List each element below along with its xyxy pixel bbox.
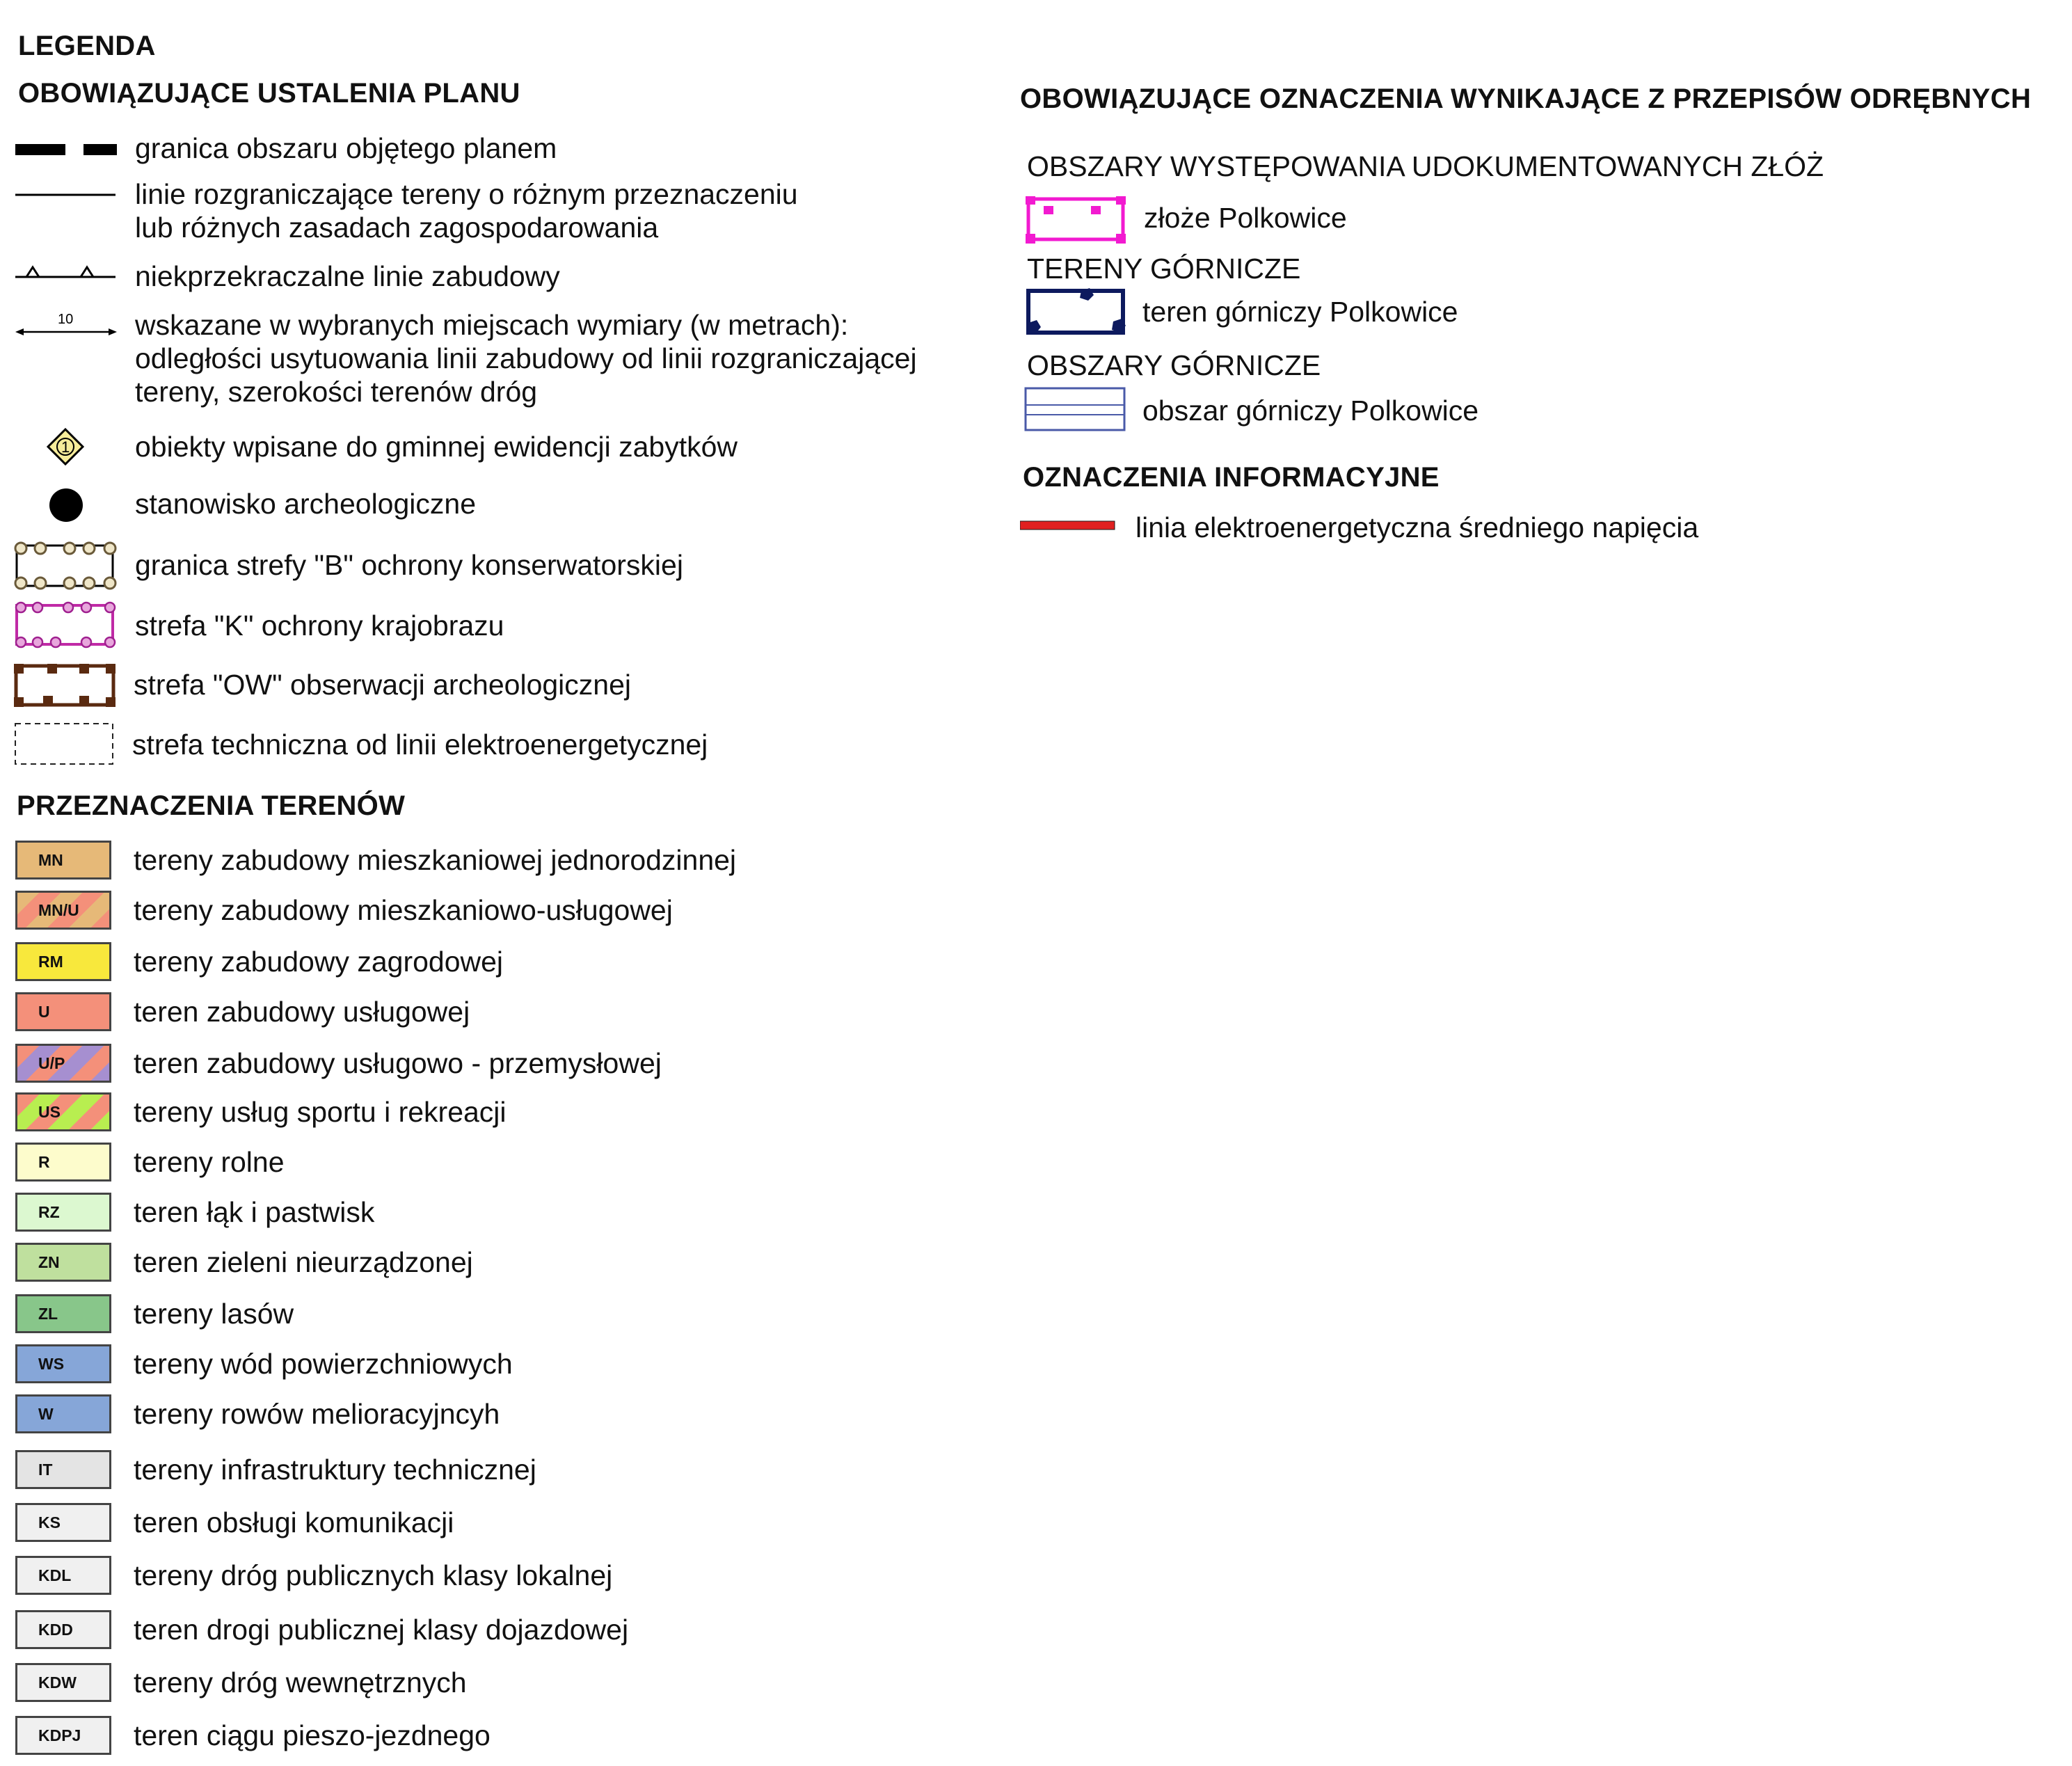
plan-item-zone-ow: strefa "OW" obserwacji archeologicznej [134,669,631,701]
land-use-label: teren zabudowy usługowej [134,996,470,1028]
section-land-heading: PRZEZNACZENIA TERENÓW [17,790,406,821]
land-use-swatch [15,1663,111,1702]
plan-item-archaeology: stanowisko archeologiczne [135,488,476,520]
plan-item-lines-2: lub różnych zasadach zagospodarowania [135,212,659,244]
land-use-code: U/P [38,1053,65,1072]
info-heading: OZNACZENIA INFORMACYJNE [1023,462,1440,493]
land-use-label: tereny usług sportu i rekreacji [134,1096,507,1128]
legend-title: LEGENDA [18,31,156,61]
land-use-code: MN [38,850,63,869]
section-other-heading: OBOWIĄZUJĄCE OZNACZENIA WYNIKAJĄCE Z PRZEPISÓW ODRĘBNYCH [1020,83,2032,114]
land-use-label: tereny rolne [134,1146,285,1178]
diamond-monument-icon [46,427,85,466]
land-use-swatch [15,1193,111,1232]
land-use-label: tereny zabudowy zagrodowej [134,946,504,978]
monument-number: 1 [61,438,70,456]
land-use-code: KS [38,1513,61,1532]
land-use-swatch [15,1044,111,1083]
zone-k-icon [13,600,117,650]
plan-item-monument: obiekty wpisane do gminnej ewidencji zabytków [135,431,738,463]
land-use-swatch [15,1556,111,1595]
land-use-code: U [38,1002,50,1021]
section-plan-heading: OBOWIĄZUJĄCE USTALENIA PLANU [18,78,520,109]
mining-terrain-icon [1026,288,1127,337]
thin-line-icon [14,191,118,198]
land-use-swatch [15,891,111,930]
plan-item-dimension-1: wskazane w wybranych miejscach wymiary (w metrach): [135,309,849,341]
land-use-label: tereny rowów melioracyjncyh [134,1398,500,1430]
land-use-swatch [15,1394,111,1433]
land-use-code: ZN [38,1252,60,1271]
power-line-label: linia elektroenergetyczna średniego napięcia [1135,511,1699,543]
land-use-swatch [15,1294,111,1333]
plan-item-building-line: niekprzekraczalne linie zabudowy [135,260,560,292]
land-use-label: tereny infrastruktury technicznej [134,1454,536,1486]
plan-item-zone-b: granica strefy "B" ochrony konserwatorskiej [135,549,683,581]
land-use-code: WS [38,1354,65,1373]
plan-item-technical-zone: strefa techniczna od linii elektroenergetycznej [132,729,708,761]
land-use-code: R [38,1152,50,1171]
land-use-code: KDW [38,1673,77,1692]
land-use-swatch [15,1450,111,1489]
dimension-label: 10 [58,312,74,327]
mining-area-label: obszar górniczy Polkowice [1142,395,1479,427]
deposits-heading: OBSZARY WYSTĘPOWANIA UDOKUMENTOWANYCH ZŁÓŻ [1027,150,1824,182]
land-use-label: tereny dróg wewnętrznych [134,1666,467,1699]
land-use-label: teren obsługi komunikacji [134,1506,454,1538]
mining-terrain-heading: TERENY GÓRNICZE [1027,253,1301,285]
black-dot-icon [48,487,84,523]
zone-ow-icon [13,662,117,708]
land-use-code: US [38,1102,61,1121]
land-use-swatch [15,1610,111,1649]
land-use-swatch [15,1143,111,1182]
plan-item-lines-1: linie rozgraniczające tereny o różnym przeznaczeniu [135,178,798,210]
land-use-code: RM [38,952,63,971]
land-use-label: tereny lasów [134,1298,294,1330]
plan-item-dimension-3: tereny, szerokości terenów dróg [135,376,538,408]
plan-item-boundary: granica obszaru objętego planem [135,132,557,164]
land-use-swatch [15,1716,111,1755]
land-use-label: teren ciągu pieszo-jezdnego [134,1719,491,1751]
deposit-label: złoże Polkowice [1144,202,1347,234]
land-use-label: tereny dróg publicznych klasy lokalnej [134,1559,613,1591]
land-use-code: W [38,1404,54,1423]
land-use-swatch [15,942,111,981]
land-use-code: ZL [38,1304,58,1323]
land-use-swatch [15,1092,111,1131]
deposit-icon [1026,195,1127,245]
land-use-swatch [15,1503,111,1542]
land-use-code: RZ [38,1202,60,1221]
land-use-swatch [15,841,111,880]
land-use-label: tereny zabudowy mieszkaniowej jednorodzinnej [134,844,737,876]
land-use-code: KDD [38,1620,73,1639]
plan-item-dimension-2: odległości usytuowania linii zabudowy od linii rozgraniczającej [135,342,917,374]
power-line-icon [1020,519,1117,533]
land-use-code: MN/U [38,900,79,919]
land-use-code: IT [38,1460,53,1479]
building-line-triangles-icon [14,262,118,283]
land-use-label: tereny zabudowy mieszkaniowo-usługowej [134,894,673,926]
land-use-code: KDPJ [38,1726,81,1744]
land-use-label: teren łąk i pastwisk [134,1196,375,1228]
mining-area-icon [1024,387,1126,433]
dimension-arrow-icon [14,311,118,339]
land-use-swatch [15,992,111,1031]
land-use-label: teren zieleni nieurządzonej [134,1246,473,1278]
mining-terrain-label: teren górniczy Polkowice [1142,296,1458,328]
zone-b-icon [13,540,117,591]
technical-zone-icon [13,721,117,767]
land-use-code: KDL [38,1566,72,1584]
land-use-label: teren drogi publicznej klasy dojazdowej [134,1614,629,1646]
land-use-swatch [15,1344,111,1383]
land-use-swatch [15,1243,111,1282]
dashed-thick-line-icon [14,139,118,160]
mining-area-heading: OBSZARY GÓRNICZE [1027,349,1321,381]
land-use-label: tereny wód powierzchniowych [134,1348,513,1380]
land-use-label: teren zabudowy usługowo - przemysłowej [134,1047,662,1079]
plan-item-zone-k: strefa "K" ochrony krajobrazu [135,610,504,642]
